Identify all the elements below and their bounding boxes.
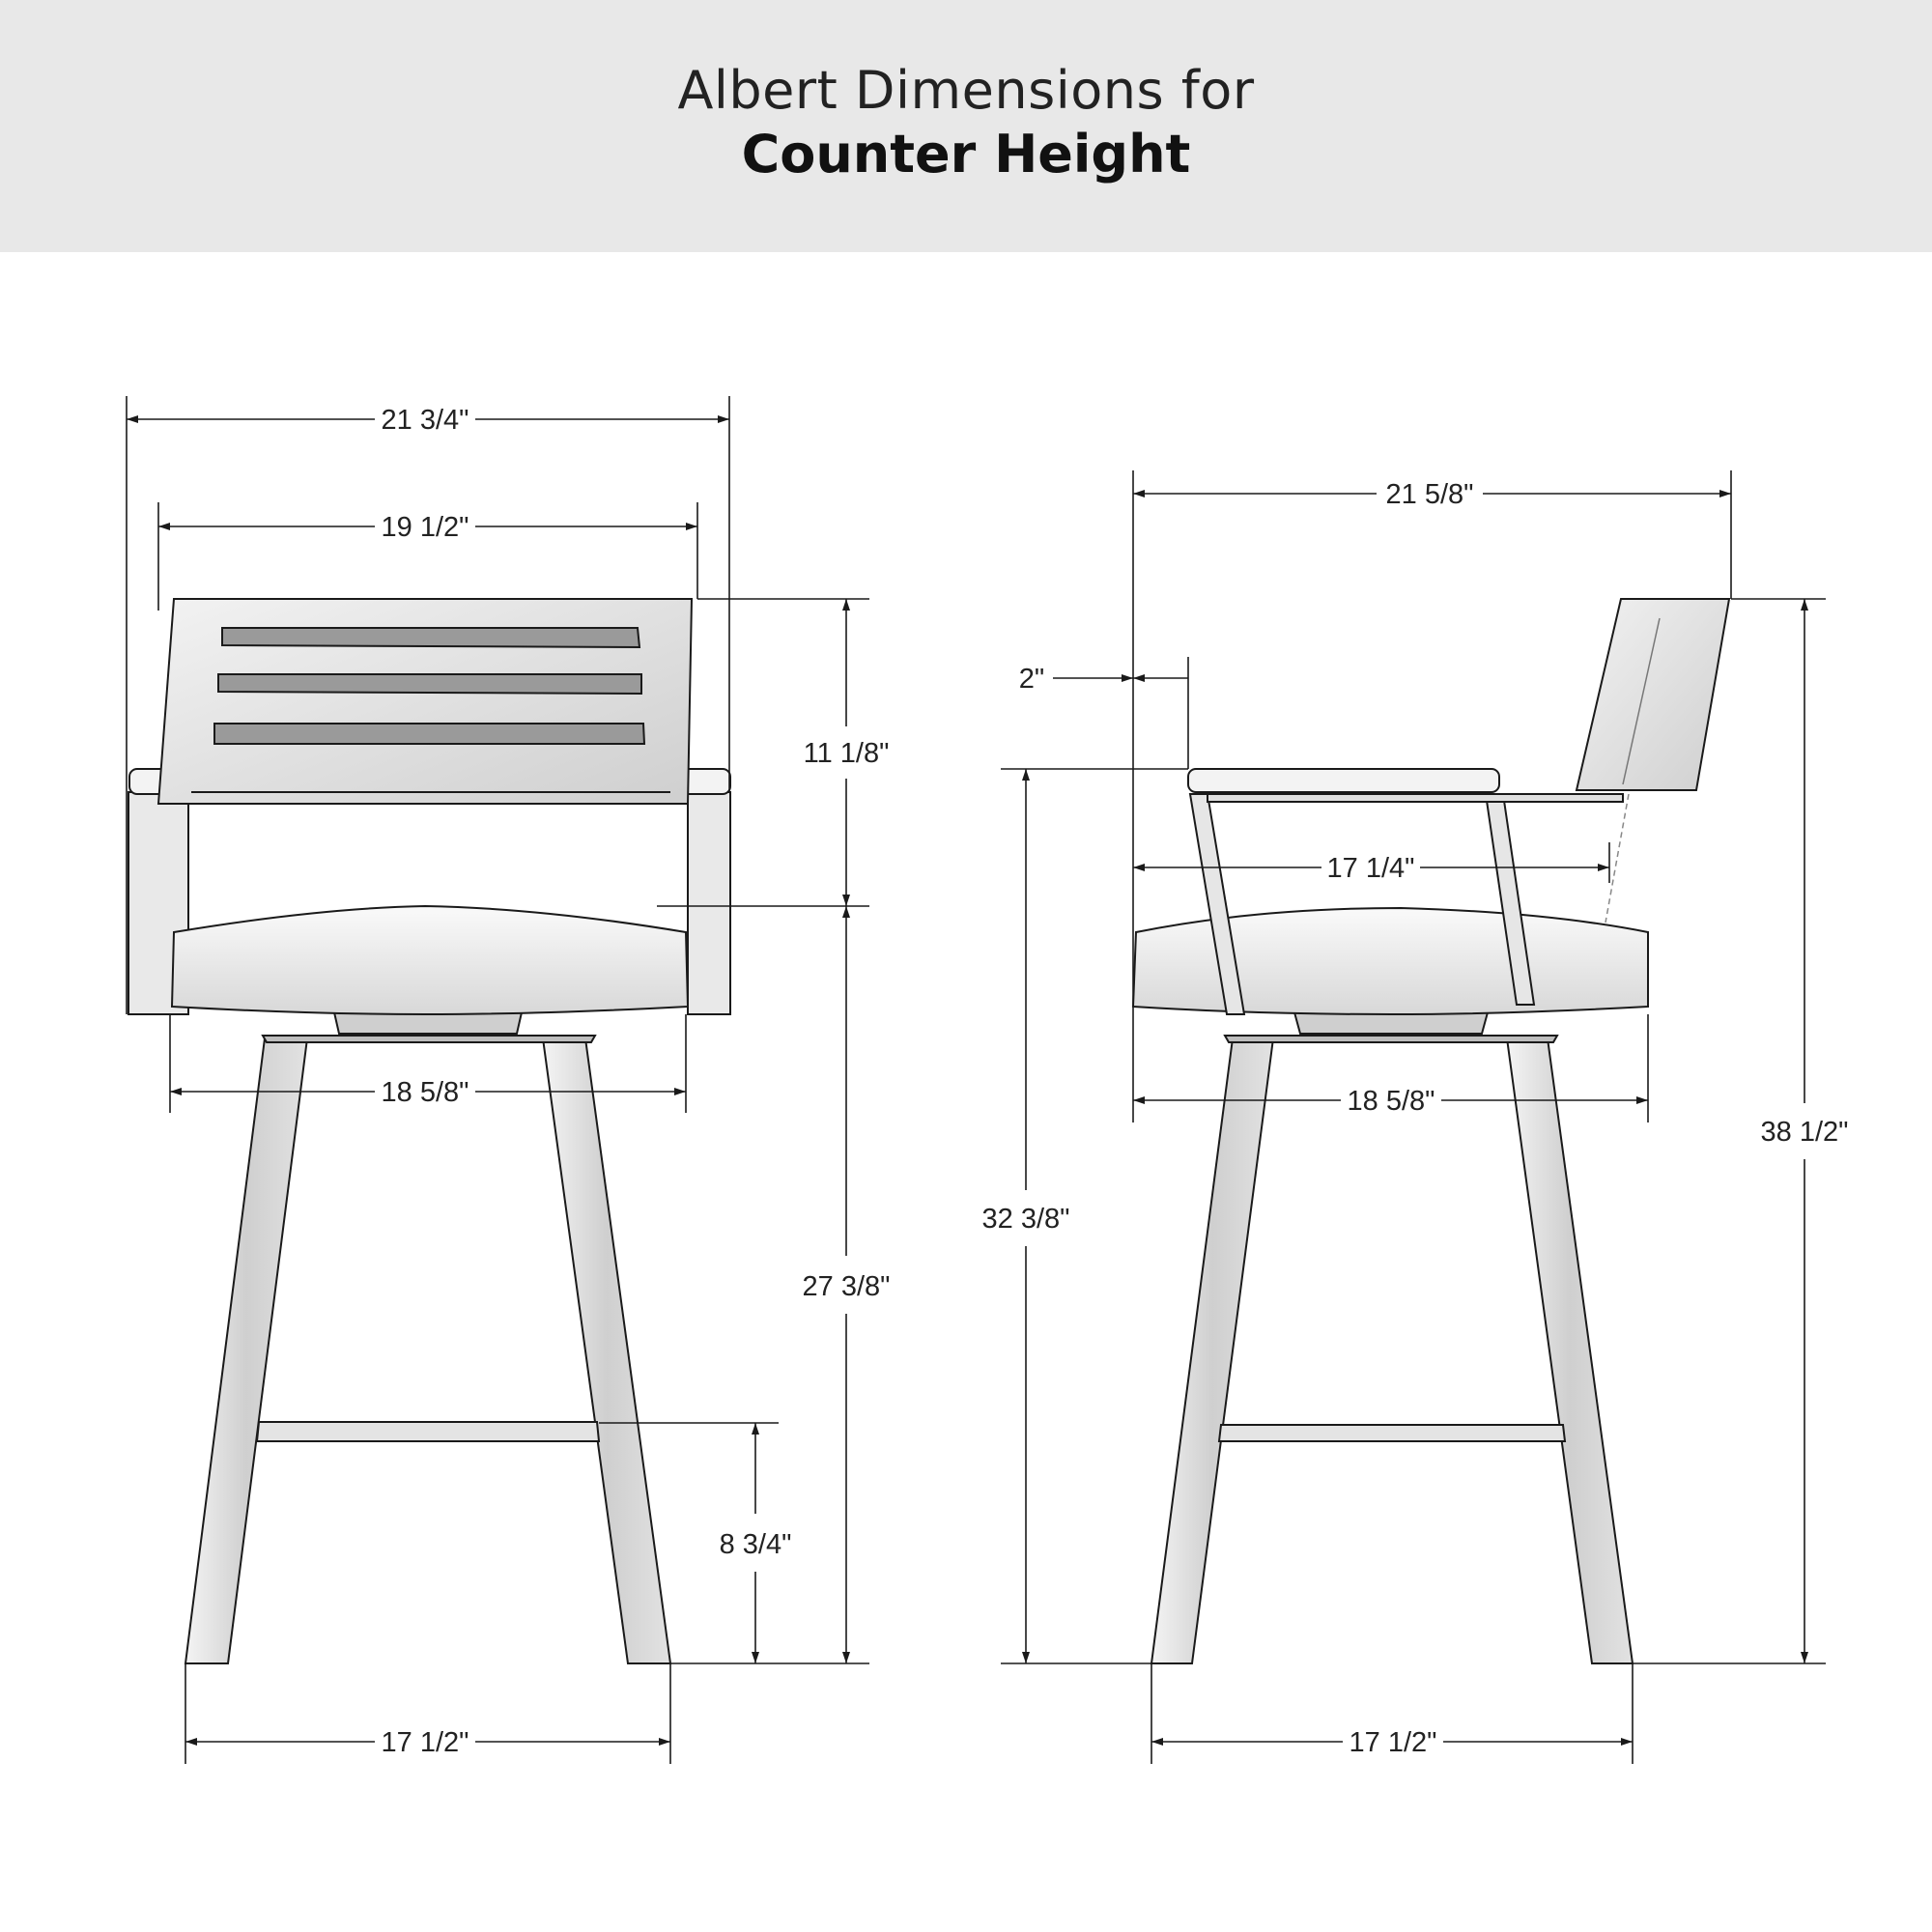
side-backrest <box>1577 599 1729 790</box>
side-swivel <box>1294 1012 1488 1034</box>
front-seat-width-label: 18 5/8" <box>381 1077 469 1108</box>
front-back-height-label: 11 1/8" <box>803 738 890 769</box>
front-footrest-height-label: 8 3/4" <box>719 1529 792 1560</box>
front-seat <box>172 906 688 1014</box>
front-right-leg <box>543 1038 670 1663</box>
front-back-slat <box>214 724 644 744</box>
front-seat-height-label: 27 3/8" <box>802 1271 891 1302</box>
front-overall-width-label: 21 3/4" <box>381 405 469 436</box>
side-front-leg <box>1151 1038 1273 1663</box>
front-footrest <box>257 1422 599 1441</box>
side-footrest <box>1219 1425 1565 1441</box>
side-seat-depth-label: 18 5/8" <box>1347 1086 1435 1117</box>
side-base-depth-label: 17 1/2" <box>1349 1727 1437 1758</box>
front-back-slat <box>218 674 641 694</box>
side-armrest <box>1188 769 1499 792</box>
side-overall-depth-label: 21 5/8" <box>1385 479 1474 510</box>
side-base-plate <box>1225 1036 1557 1042</box>
side-back-leg <box>1507 1038 1633 1663</box>
side-arm-offset-label: 2" <box>1018 664 1045 695</box>
front-left-leg <box>185 1038 307 1663</box>
side-arm-height-label: 32 3/8" <box>981 1204 1070 1235</box>
front-back-width-label: 19 1/2" <box>381 512 469 543</box>
title-line-1: Albert Dimensions for <box>677 60 1255 121</box>
front-view-chair <box>128 599 730 1663</box>
side-overall-height-label: 38 1/2" <box>1760 1117 1849 1148</box>
front-back-slat <box>222 628 639 647</box>
title-line-2: Counter Height <box>741 124 1191 185</box>
front-right-arm <box>688 792 730 1014</box>
front-base-plate <box>263 1036 595 1042</box>
side-seat <box>1133 908 1648 1014</box>
side-view-chair <box>1133 599 1729 1663</box>
front-base-width-label: 17 1/2" <box>381 1727 469 1758</box>
side-arm-length-label: 17 1/4" <box>1326 853 1415 884</box>
front-swivel <box>334 1012 522 1034</box>
